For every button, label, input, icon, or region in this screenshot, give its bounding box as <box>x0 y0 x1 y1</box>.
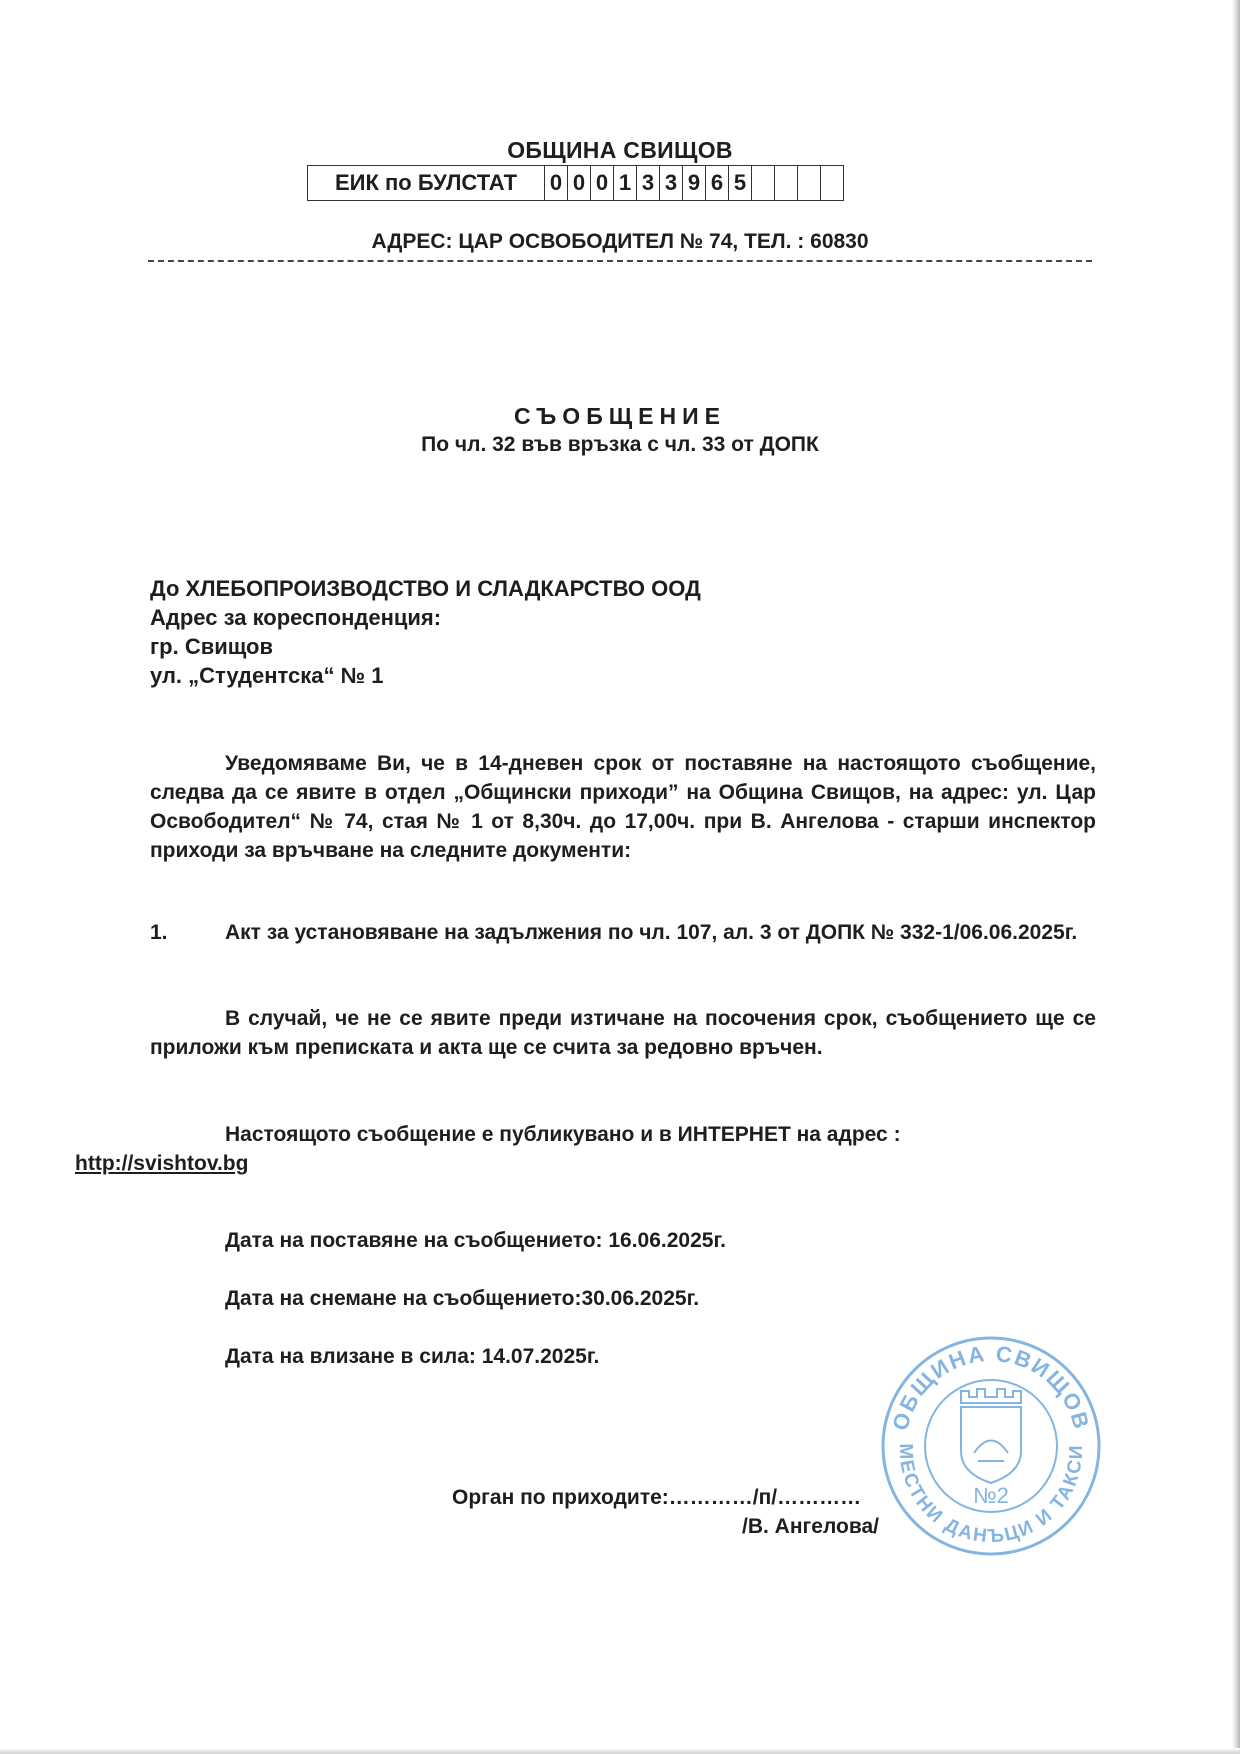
eik-label: ЕИК по БУЛСТАТ <box>308 166 545 201</box>
notice-subtitle: По чл. 32 във връзка с чл. 33 от ДОПК <box>421 433 819 456</box>
eik-digit: 9 <box>683 166 706 201</box>
eik-digit-empty <box>775 166 798 201</box>
signer-name: /В. Ангелова/ <box>742 1515 879 1538</box>
recipient-street: ул. „Студентска“ № 1 <box>150 663 384 688</box>
stamp-number: №2 <box>973 1483 1009 1508</box>
eik-digit: 3 <box>660 166 683 201</box>
body-paragraph-notice: Уведомяваме Ви, че в 14-дневен срок от поставяне на настоящото съобщение, следва да се явите в отдел „Общински приходи” на Община Свищов, на адрес: ул. Цар Освободител“ № 74, стая № 1 от 8,30ч. до 17,00ч. при В. Ангелова - старши инспектор приходи за връчване на следните документи: <box>150 752 1096 862</box>
eik-table <box>307 165 844 201</box>
recipient-address-label: Адрес за кореспонденция: <box>150 605 442 630</box>
eik-digit: 5 <box>729 166 752 201</box>
recipient-block <box>150 574 701 690</box>
eik-digit: 0 <box>591 166 614 201</box>
notice-title: СЪОБЩЕНИЕ <box>514 403 726 429</box>
eik-digit: 6 <box>706 166 729 201</box>
recipient-city: гр. Свищов <box>150 634 273 659</box>
org-address: АДРЕС: ЦАР ОСВОБОДИТЕЛ № 74, ТЕЛ. : 60830 <box>371 230 869 253</box>
org-name: ОБЩИНА СВИЩОВ <box>507 137 733 163</box>
date-posted: Дата на поставяне на съобщението: 16.06.2025г. <box>225 1229 726 1252</box>
list-item-number: 1. <box>150 921 168 944</box>
date-effective: Дата на влизане в сила: 14.07.2025г. <box>225 1345 600 1368</box>
publication-text: Настоящото съобщение е публикувано и в ИНТЕРНЕТ на адрес : <box>225 1123 901 1146</box>
recipient-name: До ХЛЕБОПРОИЗВОДСТВО И СЛАДКАРСТВО ООД <box>150 576 701 601</box>
date-removed: Дата на снемане на съобщението:30.06.2025г. <box>225 1287 700 1310</box>
scan-edge-bottom <box>0 1748 1240 1754</box>
stamp-bottom-text: МЕСТНИ ДАНЪЦИ И ТАКСИ <box>894 1443 1088 1548</box>
eik-digit: 1 <box>614 166 637 201</box>
official-stamp <box>878 1333 1104 1559</box>
eik-digit: 0 <box>545 166 568 201</box>
stamp-top-text: ОБЩИНА СВИЩОВ <box>887 1340 1095 1434</box>
revenue-authority-signature-line: Орган по приходите:…………/п/………… <box>452 1486 862 1509</box>
eik-digit-empty <box>798 166 821 201</box>
svg-text:ОБЩИНА СВИЩОВ <box>887 1341 1094 1433</box>
body-paragraph-warning: В случай, че не се явите преди изтичане на посочения срок, съобщението ще се приложи към преписката и акта ще се счита за редовно връчен. <box>150 1007 1096 1059</box>
eik-digit-empty <box>821 166 844 201</box>
website-link[interactable]: http://svishtov.bg <box>75 1152 249 1175</box>
list-item-text: Акт за установяване на задължения по чл. 107, ал. 3 от ДОПК № 332-1/06.06.2025г. <box>225 921 1078 944</box>
eik-digit-empty <box>752 166 775 201</box>
body-paragraph-publication <box>75 1120 1096 1178</box>
eik-digit: 3 <box>637 166 660 201</box>
eik-digit: 0 <box>568 166 591 201</box>
document-list-item <box>150 918 1096 947</box>
header-divider <box>148 260 1092 262</box>
scan-edge-right <box>1232 0 1240 1754</box>
